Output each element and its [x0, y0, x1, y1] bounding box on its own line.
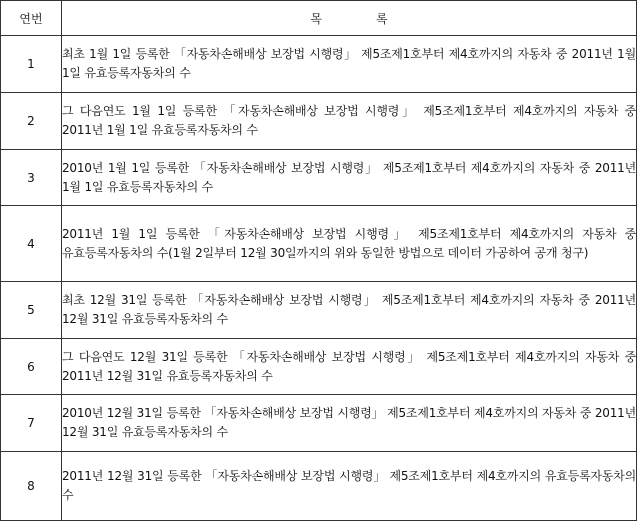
row-text: 2011년 12월 31일 등록한 「자동차손해배상 보장법 시행령」 제5조제1호부터 제4호까지의 유효등록자동차의 수 [62, 452, 637, 521]
header-item-second: 록 [376, 11, 388, 26]
table-row [1, 339, 637, 395]
header-item [62, 1, 637, 36]
header-item-first: 목 [310, 11, 322, 26]
row-text: 최초 12월 31일 등록한 「자동차손해배상 보장법 시행령」 제5조제1호부터 제4호까지의 자동차 중 2011년 12월 31일 유효등록자동차의 수 [62, 282, 637, 339]
row-number: 1 [1, 36, 62, 93]
row-number: 3 [1, 150, 62, 206]
table-row [1, 452, 637, 521]
table-header-row [1, 1, 637, 36]
row-number: 2 [1, 93, 62, 150]
row-number: 8 [1, 452, 62, 521]
row-text: 2010년 1월 1일 등록한 「자동차손해배상 보장법 시행령」 제5조제1호부터 제4호까지의 자동차 중 2011년 1월 1일 유효등록자동차의 수 [62, 150, 637, 206]
row-text: 최초 1월 1일 등록한 「자동차손해배상 보장법 시행령」 제5조제1호부터 제4호까지의 자동차 중 2011년 1월 1일 유효등록자동차의 수 [62, 36, 637, 93]
header-number: 연번 [1, 1, 62, 36]
table-row [1, 150, 637, 206]
table-row [1, 206, 637, 282]
row-text: 2011년 1월 1일 등록한 「자동차손해배상 보장법 시행령」 제5조제1호부터 제4호까지의 자동차 중 유효등록자동차의 수(1월 2일부터 12월 30일까지의 위와 동일한 방법으로 데이터 가공하여 공개 청구) [62, 206, 637, 282]
row-number: 7 [1, 395, 62, 452]
row-text: 그 다음연도 1월 1일 등록한 「자동차손해배상 보장법 시행령」 제5조제1호부터 제4호까지의 자동차 중 2011년 1월 1일 유효등록자동차의 수 [62, 93, 637, 150]
row-text: 그 다음연도 12월 31일 등록한 「자동차손해배상 보장법 시행령」 제5조제1호부터 제4호까지의 자동차 중 2011년 12월 31일 유효등록자동차의 수 [62, 339, 637, 395]
table-row [1, 282, 637, 339]
row-number: 6 [1, 339, 62, 395]
table-row [1, 93, 637, 150]
table-row [1, 36, 637, 93]
row-number: 5 [1, 282, 62, 339]
row-number: 4 [1, 206, 62, 282]
table-row [1, 395, 637, 452]
row-text: 2010년 12월 31일 등록한 「자동차손해배상 보장법 시행령」 제5조제1호부터 제4호까지의 자동차 중 2011년 12월 31일 유효등록자동차의 수 [62, 395, 637, 452]
